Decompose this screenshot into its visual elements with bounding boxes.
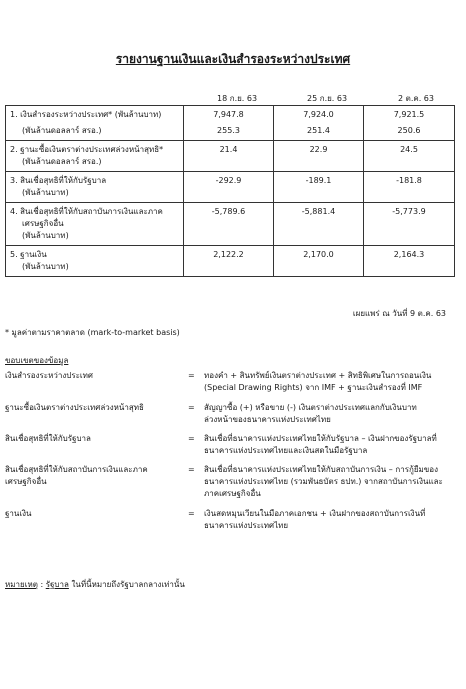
definition-text: ล่วงหน้าของธนาคารแห่งประเทศไทย <box>204 415 331 424</box>
row-label: 2. ฐานะซื้อเงินตราต่างประเทศล่วงหน้าสุทธิ* (พันล้านดอลลาร์ สรอ.) <box>6 141 184 172</box>
table-cell: 2,170.0 <box>274 246 364 277</box>
table-row <box>6 141 455 172</box>
table-cell: 7,924.0 251.4 <box>274 106 364 141</box>
scope-heading: ขอบเขตของข้อมูล <box>5 356 69 365</box>
definition-text: ภาคเศรษฐกิจอื่น <box>204 489 261 498</box>
table-row <box>6 172 455 203</box>
definition-term: ฐานเงิน <box>5 509 32 518</box>
table-cell: 2,164.3 <box>364 246 455 277</box>
definition-term: เศรษฐกิจอื่น <box>5 477 47 486</box>
table-cell: -5,881.4 <box>274 203 364 246</box>
definition-text: สินเชื่อที่ธนาคารแห่งประเทศไทยให้กับสถาบันการเงิน – การกู้ยืมของ <box>204 465 438 474</box>
remark-term: รัฐบาล <box>45 580 69 589</box>
column-header-3: 2 ต.ค. 63 <box>398 94 434 103</box>
table-cell: 7,921.5 250.6 <box>364 106 455 141</box>
definition-term: สินเชื่อสุทธิที่ให้กับรัฐบาล <box>5 434 91 443</box>
table-cell: 22.9 <box>274 141 364 172</box>
remark-label: หมายเหตุ <box>5 580 38 589</box>
table-cell: 2,122.2 <box>184 246 274 277</box>
definition-text: สัญญาซื้อ (+) หรือขาย (-) เงินตราต่างประเทศแลกกับเงินบาท <box>204 403 417 412</box>
table-row <box>6 246 455 277</box>
remark: หมายเหตุ : รัฐบาล ในที่นี้หมายถึงรัฐบาลกลางเท่านั้น <box>5 580 185 589</box>
row-label: 5. ฐานเงิน (พันล้านบาท) <box>6 246 184 277</box>
table-cell: -189.1 <box>274 172 364 203</box>
table-cell: -292.9 <box>184 172 274 203</box>
row-label: 1. เงินสำรองระหว่างประเทศ* (พันล้านบาท) (พันล้านดอลลาร์ สรอ.) <box>6 106 184 141</box>
definition-text: สินเชื่อที่ธนาคารแห่งประเทศไทยให้กับรัฐบาล – เงินฝากของรัฐบาลที่ <box>204 434 437 443</box>
table-cell: 7,947.8 255.3 <box>184 106 274 141</box>
definition-text: (Special Drawing Rights) จาก IMF + ฐานะเงินสำรองที่ IMF <box>204 383 423 392</box>
row-label: 3. สินเชื่อสุทธิที่ให้กับรัฐบาล (พันล้านบาท) <box>6 172 184 203</box>
table-cell: -5,789.6 <box>184 203 274 246</box>
table-cell: -5,773.9 <box>364 203 455 246</box>
table-row <box>6 203 455 246</box>
definition-text: ธนาคารแห่งประเทศไทยและเงินสดในมือรัฐบาล <box>204 446 368 455</box>
table-cell: -181.8 <box>364 172 455 203</box>
definition-term: ฐานะซื้อเงินตราต่างประเทศล่วงหน้าสุทธิ <box>5 403 144 412</box>
publish-date: เผยแพร่ ณ วันที่ 9 ต.ค. 63 <box>352 309 446 318</box>
report-title: รายงานฐานเงินและเงินสำรองระหว่างประเทศ <box>115 52 351 66</box>
definition-text: ทองคำ + สินทรัพย์เงินตราต่างประเทศ + สิทธิพิเศษในการถอนเงิน <box>204 371 432 380</box>
definition-text: เงินสดหมุนเวียนในมือภาคเอกชน + เงินฝากของสถาบันการเงินที่ <box>204 509 426 518</box>
footnote: * มูลค่าตามราคาตลาด (mark-to-market basis) <box>5 328 180 337</box>
reserves-table <box>5 105 455 277</box>
table-cell: 24.5 <box>364 141 455 172</box>
column-header-2: 25 ก.ย. 63 <box>307 94 348 103</box>
column-header-1: 18 ก.ย. 63 <box>217 94 258 103</box>
table-row <box>6 106 455 141</box>
table-cell: 21.4 <box>184 141 274 172</box>
definition-term: เงินสำรองระหว่างประเทศ <box>5 371 94 380</box>
definition-text: ธนาคารแห่งประเทศไทย (รวมพันธบัตร ธปท.) จากสถาบันการเงินและ <box>204 477 443 486</box>
definition-text: ธนาคารแห่งประเทศไทย <box>204 521 289 530</box>
definition-term: สินเชื่อสุทธิที่ให้กับสถาบันการเงินและภาค <box>5 465 148 474</box>
row-label: 4. สินเชื่อสุทธิที่ให้กับสถาบันการเงินและภาค เศรษฐกิจอื่น (พันล้านบาท) <box>6 203 184 246</box>
